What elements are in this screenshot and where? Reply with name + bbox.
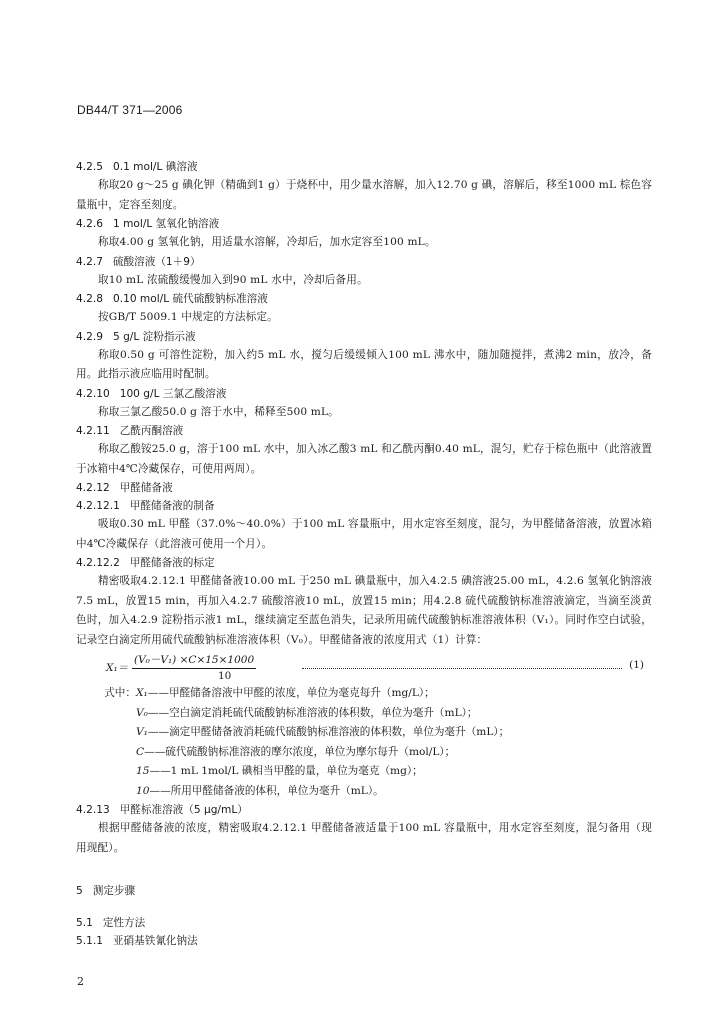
where-row <box>76 743 652 763</box>
formula-leader-dots <box>302 659 622 669</box>
formula-1 <box>76 652 652 684</box>
heading-number: 4.2.9 <box>76 330 103 343</box>
document-code: DB44/T 371—2006 <box>77 103 183 117</box>
heading-number: 4.2.8 <box>76 293 103 305</box>
paragraph-4-2-7: 取10 mL 浓硫酸缓慢加入到90 mL 水中，冷却后备用。 <box>98 273 368 286</box>
paragraph-4-2-11: 称取乙酸铵25.0 g，溶于100 mL 水中，加入冰乙酸3 mL 和乙酰丙酮0.40 mL，混匀，贮存于棕色瓶中（此溶液置于冰箱中4℃冷藏保存，可使用两周）。 <box>76 443 652 475</box>
heading-number: 4.2.5 <box>76 161 103 173</box>
where-text: ——空白滴定消耗硫代硫酸钠标准溶液的体积数，单位为毫升（mL）； <box>147 706 478 719</box>
page-number: 2 <box>77 975 84 988</box>
heading-4-2-10 <box>76 385 652 403</box>
where-row <box>76 762 652 782</box>
heading-number: 5.1 <box>76 917 93 929</box>
heading-title: 亚硝基铁氰化钠法 <box>112 935 198 947</box>
where-row <box>76 704 652 724</box>
heading-number: 4.2.12.1 <box>76 500 120 512</box>
heading-number: 4.2.6 <box>76 218 103 230</box>
where-symbol: V₁ <box>136 726 148 738</box>
heading-title: 定性方法 <box>102 917 146 929</box>
where-text: ——1 mL 1mol/L 碘相当甲醛的量，单位为毫克（mg）； <box>149 765 423 777</box>
heading-5-1 <box>76 914 652 932</box>
heading-number: 5.1.1 <box>76 935 103 947</box>
where-row <box>76 782 652 802</box>
heading-4-2-8 <box>76 290 652 308</box>
where-intro: 式中： <box>104 687 136 699</box>
paragraph-4-2-12-2: 精密吸取4.2.12.1 甲醛储备液10.00 mL 于250 mL 碘量瓶中，加入4.2.5 碘溶液25.00 mL，4.2.6 氢氧化钠溶液7.5 mL，放置15 min，再加入4.2.7 硫酸溶液10 mL，放置15 min；用4.2.8 硫代硫酸钠标准溶液滴定，当滴至淡黄色时，加入4.2.9 淀粉指示液1 mL，继续滴定至蓝色消失，记录所用硫代硫酸钠标准溶液体积（V₁）。同时作空白试验，记录空白滴定所用硫代硫酸钠标准溶液体积（V₀）。甲醛储备液的浓度用式（1）计算： <box>76 575 652 646</box>
spacer <box>76 900 652 914</box>
where-text: ——甲醛储备溶液中甲醛的浓度，单位为毫克每升（mg/L）； <box>147 687 435 699</box>
heading-number: 4.2.12 <box>76 482 110 494</box>
heading-title: 乙酰丙酮溶液 <box>119 425 184 437</box>
formula-numerator: (V₀－V₁) ×C×15×1000 <box>132 652 256 669</box>
heading-title: 1 mol/L 氢氧化钠溶液 <box>112 218 220 230</box>
heading-4-2-7 <box>76 253 652 271</box>
heading-title: 0.10 mol/L 硫代硫酸钠标准溶液 <box>112 293 268 305</box>
formula-lhs: X₁＝ <box>106 662 129 674</box>
heading-title: 甲醛标准溶液（5 μg/mL） <box>119 804 248 816</box>
heading-title: 测定步骤 <box>92 885 136 897</box>
heading-4-2-5 <box>76 158 652 176</box>
paragraph-4-2-12-1: 吸取0.30 mL 甲醛（37.0%～40.0%）于100 mL 容量瓶中，用水定容至刻度，混匀，为甲醛储备溶液，放置冰箱中4℃冷藏保存（此溶液可使用一个月）。 <box>76 518 652 550</box>
heading-4-2-9 <box>76 328 652 346</box>
document-body <box>76 158 652 950</box>
heading-4-2-11 <box>76 422 652 440</box>
heading-number: 4.2.11 <box>76 425 110 437</box>
where-row <box>76 684 652 704</box>
where-text: ——所用甲醛储备液的体积，单位为毫升（mL）。 <box>149 784 384 797</box>
heading-title: 甲醛储备液的标定 <box>129 557 215 569</box>
paragraph-4-2-13: 根据甲醛储备液的浓度，精密吸取4.2.12.1 甲醛储备液适量于100 mL 容量瓶中，用水定容至刻度，混匀备用（现用现配）。 <box>76 822 652 854</box>
heading-title: 甲醛储备液 <box>119 482 173 494</box>
where-symbol: V₀ <box>136 706 148 719</box>
heading-number: 5 <box>76 885 83 897</box>
formula-where-list <box>76 684 652 801</box>
paragraph-4-2-8: 按GB/T 5009.1 中规定的方法标定。 <box>98 311 278 323</box>
where-symbol: 10 <box>136 784 150 797</box>
where-text: ——硫代硫酸钠标准溶液的摩尔浓度，单位为摩尔每升（mol/L）； <box>144 745 456 758</box>
heading-4-2-13 <box>76 801 652 819</box>
where-symbol: X₁ <box>136 687 148 699</box>
where-text: ——滴定甲醛储备液消耗硫代硫酸钠标准溶液的体积数，单位为毫升（mL）； <box>147 726 510 738</box>
heading-number: 4.2.13 <box>76 804 110 816</box>
heading-title: 0.1 mol/L 碘溶液 <box>112 161 198 173</box>
heading-5-1-1 <box>76 932 652 950</box>
paragraph-4-2-9: 称取0.50 g 可溶性淀粉，加入约5 mL 水，搅匀后缓缓倾入100 mL 沸水中，随加随搅拌，煮沸2 min，放冷，备用。此指示液应临用时配制。 <box>76 348 652 380</box>
formula-number: (1) <box>629 659 644 671</box>
paragraph-4-2-5: 称取20 g～25 g 碘化钾（精确到1 g）于烧杯中，用少量水溶解，加入12.70 g 碘，溶解后，移至1000 mL 棕色容量瓶中，定容至刻度。 <box>76 179 652 211</box>
heading-4-2-6 <box>76 215 652 233</box>
heading-4-2-12-1 <box>76 497 652 515</box>
where-row <box>76 723 652 743</box>
heading-title: 甲醛储备液的制备 <box>129 500 215 512</box>
heading-number: 4.2.12.2 <box>76 557 120 569</box>
heading-title: 5 g/L 淀粉指示液 <box>112 330 196 343</box>
formula-denominator: 10 <box>218 670 232 682</box>
heading-title: 硫酸溶液（1＋9） <box>112 255 201 268</box>
heading-5 <box>76 882 652 900</box>
where-symbol: C <box>136 745 145 758</box>
paragraph-4-2-6: 称取4.00 g 氢氧化钠，用适量水溶解，冷却后，加水定容至100 mL。 <box>98 236 436 248</box>
heading-title: 100 g/L 三氯乙酸溶液 <box>119 387 227 400</box>
heading-number: 4.2.10 <box>76 387 110 400</box>
heading-4-2-12 <box>76 479 652 497</box>
paragraph-4-2-10: 称取三氯乙酸50.0 g 溶于水中，稀释至500 mL。 <box>98 405 339 418</box>
where-symbol: 15 <box>136 765 150 777</box>
heading-4-2-12-2 <box>76 554 652 572</box>
heading-number: 4.2.7 <box>76 255 103 268</box>
